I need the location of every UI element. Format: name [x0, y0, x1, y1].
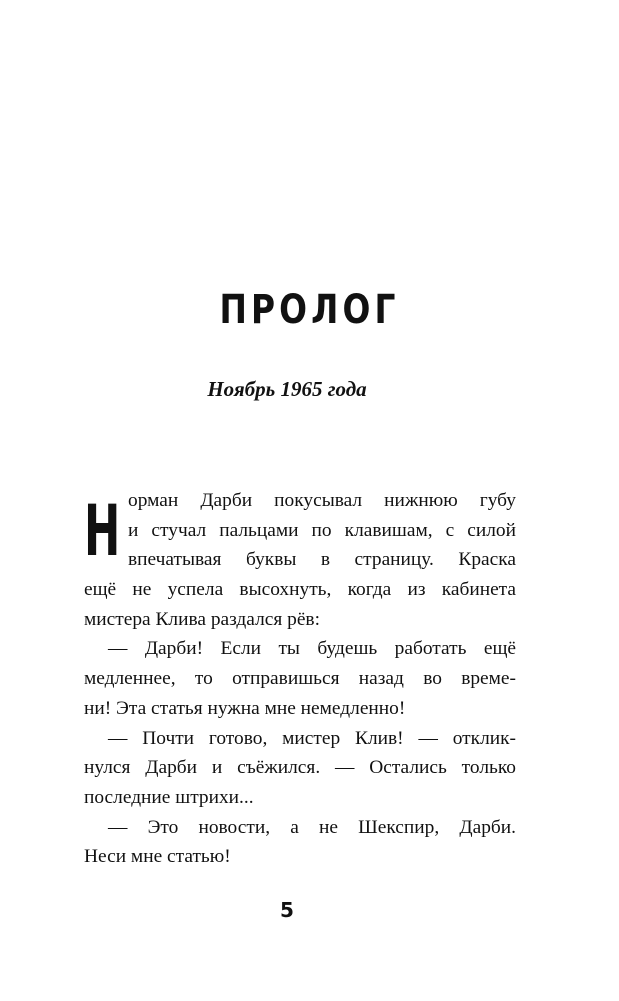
text-line: ещё не успела высохнуть, когда из кабинета: [84, 579, 516, 601]
text-line: нулся Дарби и съёжился. — Остались только: [84, 757, 516, 779]
text-line: — Это новости, а не Шекспир, Дарби.: [108, 816, 516, 838]
text-line: — Почти готово, мистер Клив! — отклик-: [108, 727, 516, 749]
drop-cap: Н: [84, 490, 121, 572]
text-line: и стучал пальцами по клавишам, с силой: [128, 519, 516, 541]
text-line: впечатывая буквы в страницу. Краска: [128, 549, 516, 571]
page-number: 5: [280, 898, 294, 922]
text-line: медленнее, то отправишься назад во време-: [84, 668, 516, 690]
text-line: орман Дарби покусывал нижнюю губу: [128, 490, 516, 511]
chapter-title: ПРОЛОГ: [219, 287, 400, 333]
text-line: последние штрихи...: [84, 786, 254, 808]
text-line: мистера Клива раздался рёв:: [84, 608, 320, 630]
text-line: — Дарби! Если ты будешь работать ещё: [108, 638, 516, 660]
chapter-subtitle: Ноябрь 1965 года: [207, 377, 367, 401]
body-text: [84, 486, 516, 872]
text-line: Неси мне статью!: [84, 846, 231, 868]
text-line: ни! Эта статья нужна мне немедленно!: [84, 697, 406, 719]
